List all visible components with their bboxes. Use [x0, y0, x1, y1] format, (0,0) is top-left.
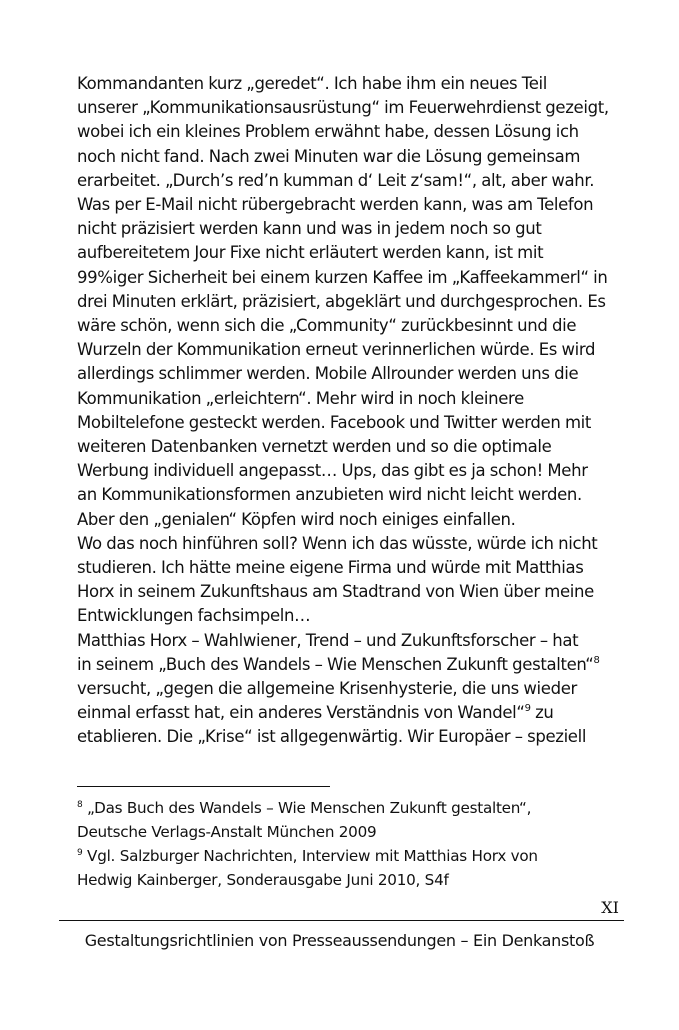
text-line: aufbereitetem Jour Fixe nicht erläutert werden kann, ist mit — [77, 243, 544, 263]
text-line: weiteren Datenbanken vernetzt werden und so die optimale — [77, 437, 552, 457]
text-line: drei Minuten erklärt, präzisiert, abgeklärt und durchgesprochen. Es — [77, 291, 606, 311]
body-text — [77, 72, 617, 750]
footer-separator — [59, 920, 624, 921]
text-line-content: einmal erfasst hat, ein anderes Verständnis von Wandel“ — [77, 703, 525, 723]
text-line: Entwicklungen fachsimpeln… — [77, 606, 311, 626]
text-line-content: in seinem „Buch des Wandels – Wie Menschen Zukunft gestalten“ — [77, 654, 594, 674]
running-footer: Gestaltungsrichtlinien von Presseaussendungen – Ein Denkanstoß — [84, 931, 595, 950]
text-line: erarbeitet. „Durch’s red’n kumman d‘ Leit z‘sam!“, alt, aber wahr. — [77, 170, 595, 190]
text-line: Aber den „genialen“ Köpfen wird noch einiges einfallen. — [77, 509, 516, 529]
footnote-separator — [77, 786, 330, 787]
footnotes — [77, 796, 617, 892]
footnote-mark: 9 — [77, 848, 83, 858]
text-line: versucht, „gegen die allgemeine Krisenhysterie, die uns wieder — [77, 679, 577, 699]
text-line: wäre schön, wenn sich die „Community“ zurückbesinnt und die — [77, 316, 577, 336]
footnote-ref-9[interactable]: 9 — [524, 703, 531, 715]
footnote-ref-8[interactable]: 8 — [593, 654, 600, 666]
text-line: nicht präzisiert werden kann und was in jedem noch so gut — [77, 219, 542, 239]
text-line: 99%iger Sicherheit bei einem kurzen Kaffee im „Kaffeekammerl“ in — [77, 267, 608, 287]
footnote-mark: 8 — [77, 800, 83, 810]
text-line: Horx in seinem Zukunftshaus am Stadtrand von Wien über meine — [77, 582, 594, 602]
text-line: Mobiltelefone gesteckt werden. Facebook und Twitter werden mit — [77, 412, 592, 432]
text-line: Kommunikation „erleichtern“. Mehr wird in noch kleinere — [77, 388, 524, 408]
text-line: allerdings schlimmer werden. Mobile Allrounder werden uns die — [77, 364, 579, 384]
text-line: noch nicht fand. Nach zwei Minuten war die Lösung gemeinsam — [77, 146, 581, 166]
page-number: XI — [601, 898, 619, 917]
text-line: studieren. Ich hätte meine eigene Firma und würde mit Matthias — [77, 558, 584, 578]
text-line: an Kommunikationsformen anzubieten wird nicht leicht werden. — [77, 485, 582, 505]
text-line: Kommandanten kurz „geredet“. Ich habe ihm ein neues Teil — [77, 74, 547, 93]
footnote-text: „Das Buch des Wandels – Wie Menschen Zukunft gestalten“, — [82, 799, 532, 817]
text-line: unserer „Kommunikationsausrüstung“ im Feuerwehrdienst gezeigt, — [77, 98, 609, 118]
text-line: Matthias Horx – Wahlwiener, Trend – und Zukunftsforscher – hat — [77, 630, 579, 650]
footnote-8-cont: Deutsche Verlags-Anstalt München 2009 — [77, 823, 377, 841]
footnote-9 — [77, 844, 617, 868]
text-line: Wurzeln der Kommunikation erneut verinnerlichen würde. Es wird — [77, 340, 596, 360]
footnote-text: Vgl. Salzburger Nachrichten, Interview mit Matthias Horx von — [82, 847, 538, 865]
text-line: Wo das noch hinführen soll? Wenn ich das wüsste, würde ich nicht — [77, 533, 598, 553]
text-line: Was per E-Mail nicht rübergebracht werden kann, was am Telefon — [77, 195, 594, 215]
text-line — [77, 701, 617, 725]
text-line — [77, 653, 617, 677]
footnote-8 — [77, 796, 617, 820]
text-line: wobei ich ein kleines Problem erwähnt habe, dessen Lösung ich — [77, 122, 579, 142]
footnote-9-cont: Hedwig Kainberger, Sonderausgabe Juni 2010, S4f — [77, 871, 449, 889]
text-line-tail: zu — [530, 703, 554, 723]
text-line: Werbung individuell angepasst… Ups, das gibt es ja schon! Mehr — [77, 461, 588, 481]
text-line: etablieren. Die „Krise“ ist allgegenwärtig. Wir Europäer – speziell — [77, 727, 587, 747]
